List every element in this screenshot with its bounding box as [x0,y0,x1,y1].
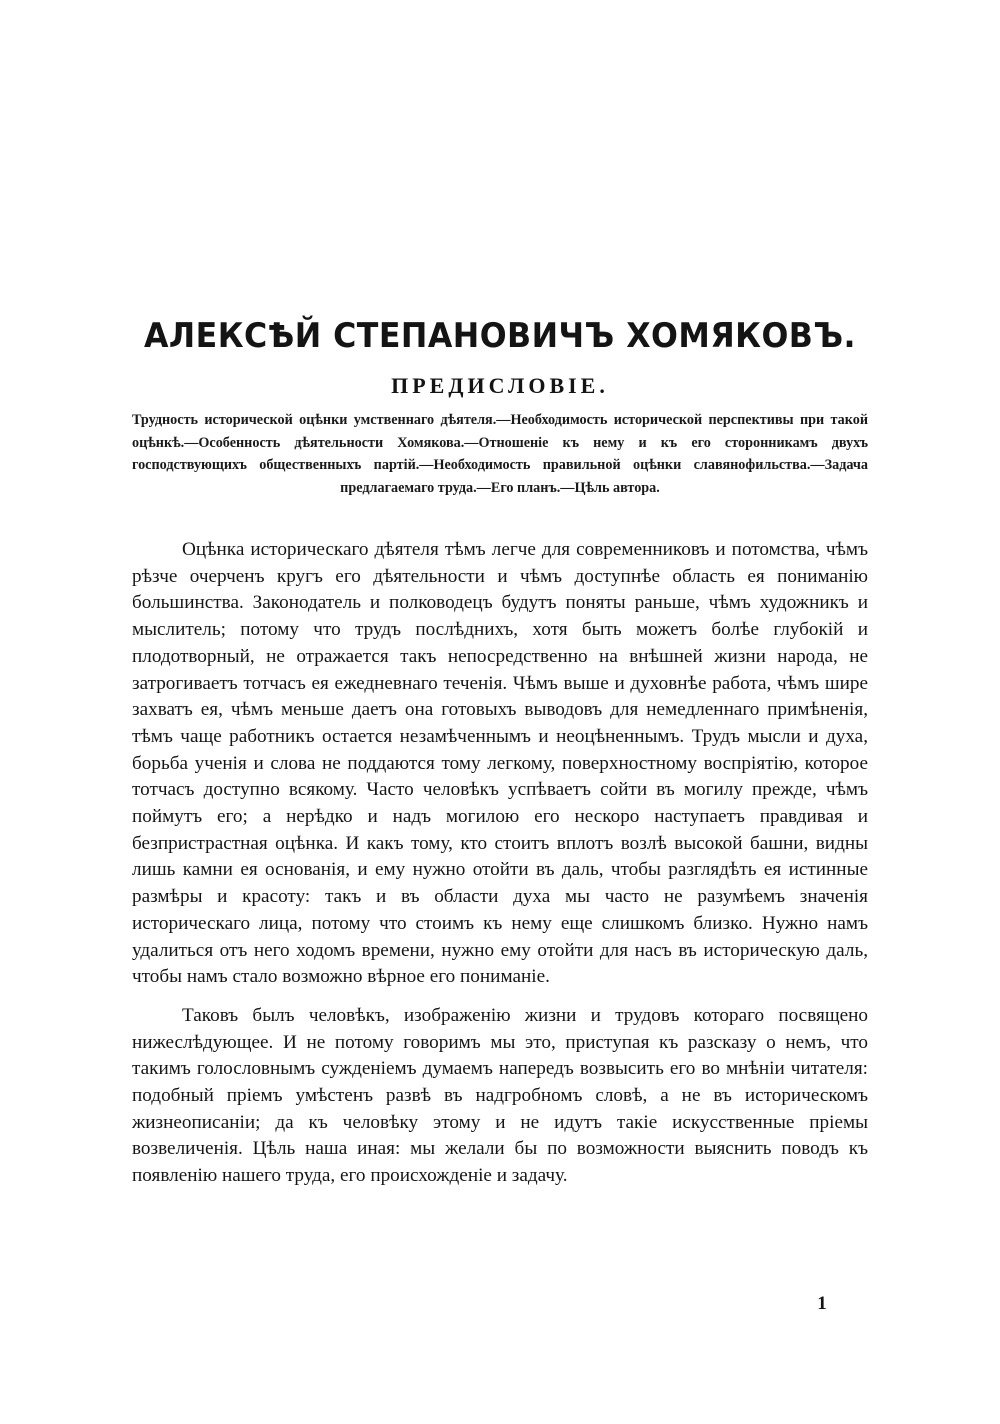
section-heading: ПРЕДИСЛОВІЕ. [391,373,609,398]
paragraph: Таковъ былъ человѣкъ, изображенію жизни и трудовъ котораго посвящено нижеслѣдующее. И не потому говоримъ мы это, приступая къ разсказу о немъ, что такимъ голословнымъ сужденіемъ думаемъ напередъ возвысить его во мнѣніи читателя: подобный пріемъ умѣстенъ развѣ въ надгробномъ словѣ, а не въ историческомъ жизнеописаніи; да къ человѣку этому и не идутъ такіе искусственные пріемы возвеличенія. Цѣль наша иная: мы желали бы по возможности выяснить поводъ къ появленію нашего труда, его происхожденіе и задачу. [132,1004,868,1187]
page-number: 1 [817,1293,827,1314]
page-title: АЛЕКСѢЙ СТЕПАНОВИЧЪ ХОМЯКОВЪ. [143,316,857,356]
paragraph: Оцѣнка историческаго дѣятеля тѣмъ легче для современниковъ и потомства, чѣмъ рѣзче очерченъ кругъ его дѣятельности и чѣмъ доступнѣе область ея пониманію большинства. Законодатель и полководецъ будутъ поняты раньше, чѣмъ художникъ и мыслитель; потому что трудъ послѣднихъ, хотя быть можетъ болѣе глубокій и плодотворный, не отражается такъ непосредственно на внѣшней жизни народа, не затрогиваетъ тотчасъ ея ежедневнаго теченія. Чѣмъ выше и духовнѣе работа, чѣмъ шире захватъ ея, чѣмъ меньше даетъ она готовыхъ выводовъ для немедленнаго примѣненія, тѣмъ чаще работникъ остается незамѣченнымъ и неоцѣненнымъ. Трудъ мысли и духа, борьба ученія и слова не поддаются тому легкому, поверхностному воспріятію, которое тотчасъ доступно всякому. Часто человѣкъ успѣваетъ сойти въ могилу прежде, чѣмъ поймутъ его; а нерѣдко и надъ могилою его нескоро наступаетъ правдивая и безпристрастная оцѣнка. И какъ тому, кто стоитъ вплотъ возлѣ высокой башни, видны лишь камни ея основанія, и ему нужно отойти въ даль, чтобы разглядѣть ея истинные размѣры и красоту: такъ и въ области духа мы часто не разумѣемъ значенія историческаго лица, потому что стоимъ къ нему еще слишкомъ близко. Нужно намъ удалиться отъ него ходомъ времени, нужно ему отойти для насъ въ историческую даль, чтобы намъ стало возможно вѣрное его пониманіе. [132,539,868,988]
chapter-summary: Трудность исторической оцѣнки умственнаго дѣятеля.—Необходимость исторической перспективы при такой оцѣнкѣ.—Особенность дѣятельности Хомякова.—Отношеніе къ нему и къ его сторонникамъ двухъ господствующихъ общественныхъ партій.—Необходимость правильной оцѣнки славянофильства.—Задача предлагаемаго труда.—Его планъ.—Цѣль автора. [132,412,868,496]
body-text [132,537,868,1190]
